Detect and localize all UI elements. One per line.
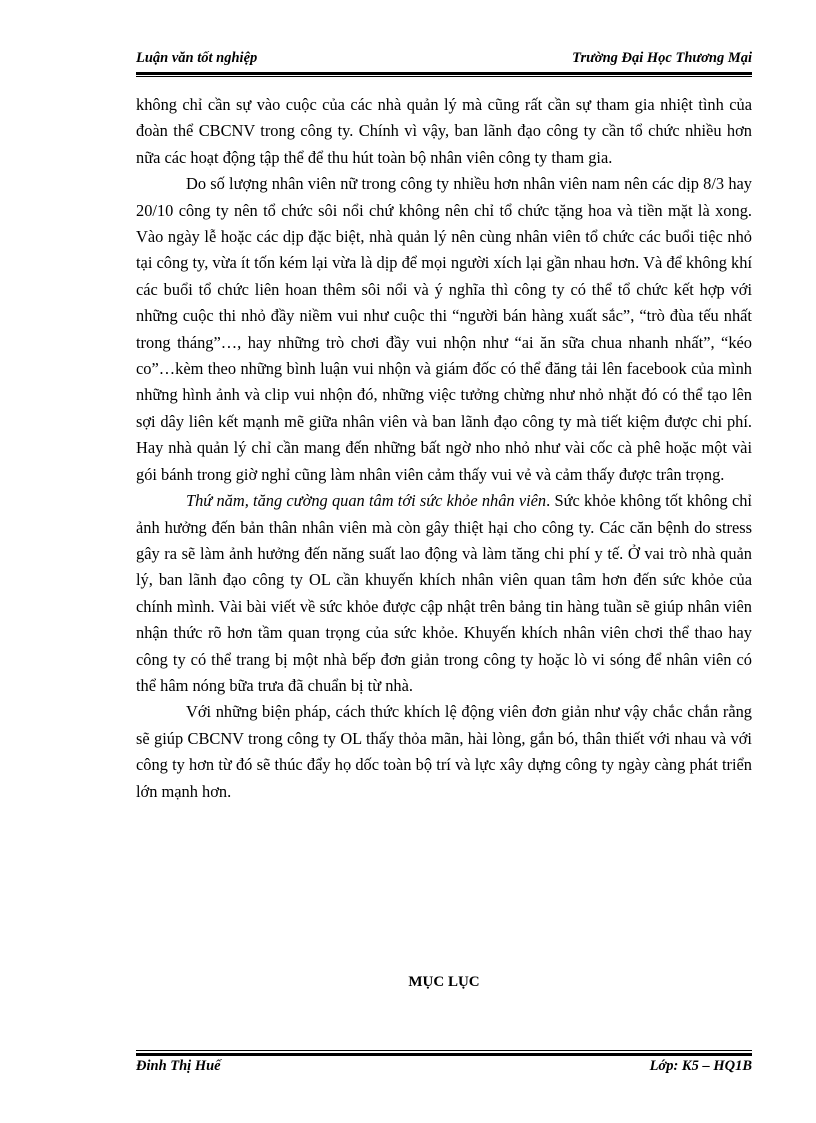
page-header xyxy=(136,44,752,74)
paragraph-events: Do số lượng nhân viên nữ trong công ty nhiều hơn nhân viên nam nên các dịp 8/3 hay 20/10 công ty nên tổ chức sôi nổi chứ không nên chỉ tổ chức tặng hoa và tiền mặt là xong. Vào ngày lễ hoặc các dịp đặc biệt, nhà quản lý nên cùng nhân viên tổ chức các buổi tiệc nhỏ tại công ty, vừa ít tốn kém lại vừa là dịp để mọi người xích lại gần nhau hơn. Và để không khí các buổi tổ chức liên hoan thêm sôi nổi và ý nghĩa thì công ty có thể tổ chức kết hợp với những cuộc thi nhỏ đầy niềm vui như cuộc thi “người bán hàng xuất sắc”, “trò đùa tếu nhất trong tháng”…, hay những trò chơi đầy vui nhộn như “ai ăn sữa chua nhanh nhất”, “kéo co”…kèm theo những bình luận vui nhộn và giám đốc có thể đăng tải lên facebook của mình những hình ảnh và clip vui nhộn đó, những việc tưởng chừng như nhỏ nhặt đó có thể tạo lên sợi dây liên kết mạnh mẽ giữa nhân viên và ban lãnh đạo công ty mà tiết kiệm được chi phí. Hay nhà quản lý chỉ cần mang đến những bất ngờ nho nhỏ như vài cốc cà phê hoặc một vài gói bánh trong giờ nghỉ cũng làm nhân viên cảm thấy vui vẻ và cảm thấy được trân trọng. xyxy=(136,174,752,484)
footer-class-code: Lớp: K5 – HQ1B xyxy=(649,1058,752,1074)
paragraph-conclusion: Với những biện pháp, cách thức khích lệ động viên đơn giản như vậy chắc chắn rằng sẽ giúp CBCNV trong công ty OL thấy thỏa mãn, hài lòng, gắn bó, thân thiết với nhau và với công ty hơn từ đó sẽ thúc đẩy họ dốc toàn bộ trí và lực xây dựng công ty ngày càng phát triển lớn mạnh hơn. xyxy=(136,702,752,801)
paragraph-health-rest: . Sức khỏe không tốt không chỉ ảnh hưởng đến bản thân nhân viên mà còn gây thiệt hại cho công ty. Các căn bệnh do stress gây ra sẽ làm ảnh hưởng đến năng suất lao động và làm tăng chi phí y tế. Ở vai trò nhà quản lý, ban lãnh đạo công ty OL cần khuyến khích nhân viên quan tâm hơn đến sức khỏe của chính mình. Vài bài viết về sức khỏe được cập nhật trên bảng tin hàng tuần sẽ giúp nhân viên nhận thức rõ hơn tầm quan trọng của sức khỏe. Khuyến khích nhân viên chơi thể thao hay công ty có thể trang bị một nhà bếp đơn giản trong công ty hoặc lò vi sóng để nhân viên có thể hâm nóng bữa trưa đã chuẩn bị từ nhà. xyxy=(136,491,752,695)
header-university-name: Trường Đại Học Thương Mại xyxy=(572,50,752,66)
body-text xyxy=(136,92,752,805)
footer-rule-thin xyxy=(136,1050,752,1051)
paragraph-continuation: không chỉ cần sự vào cuộc của các nhà quản lý mà cũng rất cần sự tham gia nhiệt tình của đoàn thể CBCNV trong công ty. Chính vì vậy, ban lãnh đạo công ty cần tổ chức nhiều hơn nữa các hoạt động tập thể để thu hút toàn bộ nhân viên công ty tham gia. xyxy=(136,95,752,167)
toc-title: MỤC LỤC xyxy=(408,974,480,990)
header-rule-thin xyxy=(136,76,752,77)
page-footer xyxy=(136,1054,752,1084)
header-rule-thick xyxy=(136,72,752,75)
paragraph-health xyxy=(136,488,752,699)
footer-author-name: Đinh Thị Huế xyxy=(136,1058,221,1074)
paragraph-health-lead: Thứ năm, tăng cường quan tâm tới sức khỏe nhân viên xyxy=(186,491,547,511)
header-thesis-label: Luận văn tốt nghiệp xyxy=(136,50,258,66)
